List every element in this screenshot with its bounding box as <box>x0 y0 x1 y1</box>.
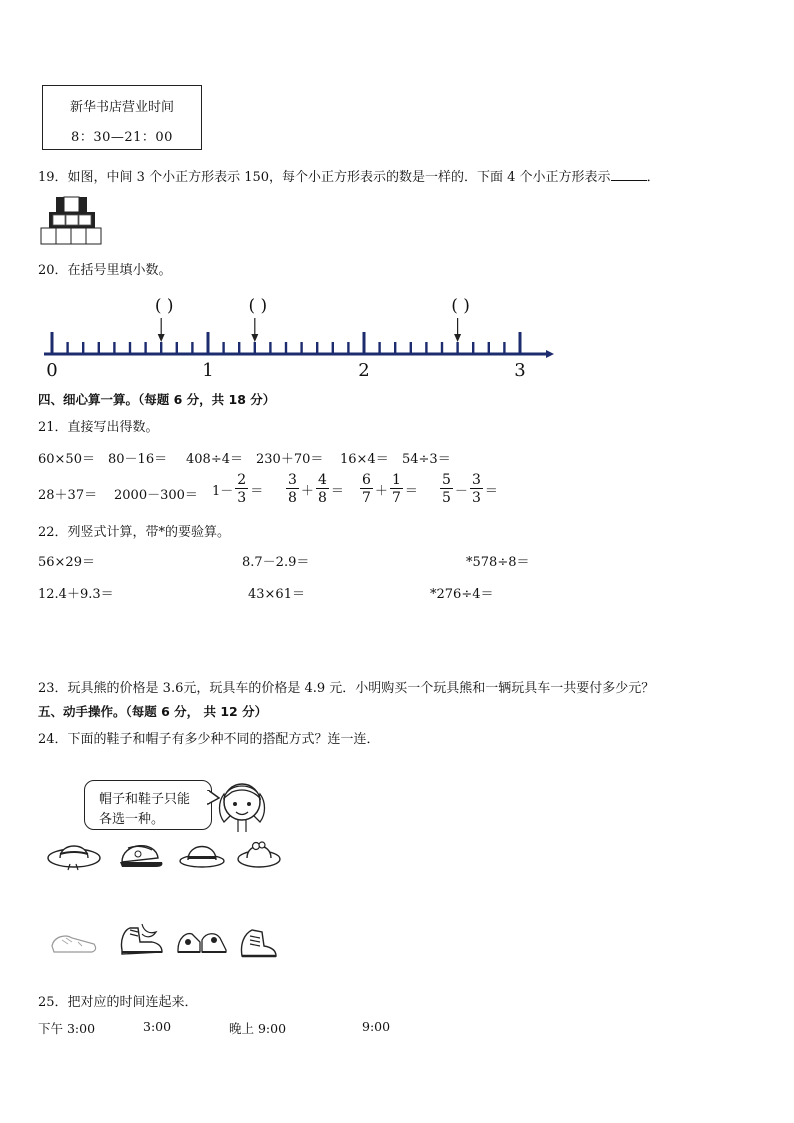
frac2-operator: ＋ <box>300 483 314 499</box>
number-line-label-0: 0 <box>46 360 58 381</box>
frac3-operator: ＋ <box>374 483 388 499</box>
frac2a <box>286 473 299 505</box>
q19-answer-blank[interactable] <box>611 168 647 181</box>
frac1-equals: ＝ <box>250 483 264 499</box>
frac4-operator: － <box>454 483 468 499</box>
section-5-heading: 五、动手操作。（每题 6 分， 共 12 分） <box>38 704 268 719</box>
q22-item-4: 12.4＋9.3＝ <box>38 587 114 602</box>
frac3b-denominator: 7 <box>391 490 401 506</box>
q22-item-2: 8.7－2.9＝ <box>242 555 310 570</box>
hat-1-icon <box>46 834 102 872</box>
q19-question: 19．如图，中间 3 个小正方形表示 150，每个小正方形表示的数是一样的．下面 4 个小正方形表示 <box>38 170 611 185</box>
q21-item-3: 408÷4＝ <box>186 452 243 467</box>
store-hours-box <box>42 85 202 150</box>
frac4a-numerator: 5 <box>442 472 451 488</box>
frac4a-denominator: 5 <box>442 490 451 506</box>
q21-item-5: 16×4＝ <box>340 452 389 467</box>
frac1-denominator: 3 <box>237 490 247 506</box>
frac2b-denominator: 8 <box>317 490 327 506</box>
number-line-label-2: 2 <box>358 360 370 381</box>
q20-text: 20．在括号里填小数。 <box>38 263 172 278</box>
q21-item-4: 230＋70＝ <box>256 452 324 467</box>
frac3-equals: ＝ <box>404 483 418 499</box>
q19-text <box>38 166 660 185</box>
section-4-heading: 四、细心算一算。（每题 6 分，共 18 分） <box>38 392 276 407</box>
q21-item-1: 60×50＝ <box>38 452 95 467</box>
answer-bracket[interactable]: ( ) <box>154 296 174 316</box>
frac3a-numerator: 6 <box>362 472 371 488</box>
q21-item-8: 2000－300＝ <box>114 488 198 503</box>
frac2b <box>316 473 329 505</box>
hat-2-icon <box>116 836 166 872</box>
q19-squares-figure <box>40 196 104 246</box>
frac2a-numerator: 3 <box>288 472 297 488</box>
frac4b-numerator: 3 <box>471 472 481 488</box>
time-9-00: 9:00 <box>362 1019 391 1034</box>
answer-bracket[interactable]: ( ) <box>248 296 268 316</box>
q22-item-1: 56×29＝ <box>38 555 95 570</box>
number-line-arrowhead <box>546 350 554 358</box>
frac1-prefix: 1－ <box>212 483 234 499</box>
marker-arrowhead <box>454 334 461 342</box>
number-line-marker-2 <box>248 296 267 342</box>
speech-bubble <box>84 780 212 830</box>
number-line-marker-1 <box>155 296 174 342</box>
q22-item-3: *578÷8＝ <box>466 555 530 570</box>
frac3b-numerator: 1 <box>391 472 401 488</box>
q21-fraction-item-2 <box>284 473 344 505</box>
q23-text: 23．玩具熊的价格是 3.6元，玩具车的价格是 4.9 元．小明购买一个玩具熊和一辆玩具车一共要付多少元？ <box>38 681 655 696</box>
frac4b-denominator: 3 <box>471 490 481 506</box>
q21-fraction-item-1 <box>212 473 263 505</box>
q24-text: 24．下面的鞋子和帽子有多少种不同的搭配方式？连一连． <box>38 732 380 747</box>
bubble-line-2: 各选一种。 <box>99 812 165 827</box>
q21-fraction-item-3 <box>358 473 418 505</box>
shoe-4-icon <box>234 924 280 960</box>
number-line-label-1: 1 <box>202 360 214 381</box>
time-evening-9: 晚上 9:00 <box>229 1021 287 1036</box>
q20-number-line <box>38 290 558 382</box>
q21-item-7: 28＋37＝ <box>38 488 98 503</box>
q22-text: 22．列竖式计算，带*的要验算。 <box>38 525 231 540</box>
frac1-numerator: 2 <box>237 472 247 488</box>
frac3a-denominator: 7 <box>362 490 371 506</box>
marker-arrowhead <box>251 334 258 342</box>
answer-bracket[interactable]: ( ) <box>451 296 470 316</box>
store-hours-time: 8：30—21：00 <box>71 130 173 145</box>
hat-3-icon <box>178 838 226 870</box>
number-line-marker-3 <box>451 296 470 342</box>
frac1 <box>235 473 248 505</box>
q25-text: 25．把对应的时间连起来． <box>38 995 198 1010</box>
q21-item-2: 80－16＝ <box>108 452 168 467</box>
hat-4-icon <box>236 834 282 870</box>
number-line-label-3: 3 <box>514 360 526 381</box>
frac4a <box>440 473 453 505</box>
bubble-line-1: 帽子和鞋子只能 <box>99 792 191 807</box>
frac2-equals: ＝ <box>330 483 344 499</box>
frac2a-denominator: 8 <box>288 490 297 506</box>
q22-item-6: *276÷4＝ <box>430 587 494 602</box>
q21-text: 21．直接写出得数。 <box>38 420 159 435</box>
marker-arrowhead <box>158 334 165 342</box>
q19-period: ． <box>646 170 660 185</box>
q21-item-6: 54÷3＝ <box>402 452 451 467</box>
frac4-equals: ＝ <box>484 483 498 499</box>
frac3a <box>360 473 373 505</box>
frac2b-numerator: 4 <box>317 472 327 488</box>
store-hours-title: 新华书店营业时间 <box>69 100 174 115</box>
q22-item-5: 43×61＝ <box>248 587 305 602</box>
frac4b <box>470 473 483 505</box>
shoe-3-icon <box>176 924 228 958</box>
q21-fraction-item-4 <box>438 473 498 505</box>
girl-illustration <box>214 772 270 834</box>
time-afternoon-3: 下午 3:00 <box>38 1021 96 1036</box>
shoe-2-icon <box>116 920 166 958</box>
frac3b <box>390 473 403 505</box>
time-3-00: 3:00 <box>143 1019 172 1034</box>
shoe-1-icon <box>48 926 100 956</box>
